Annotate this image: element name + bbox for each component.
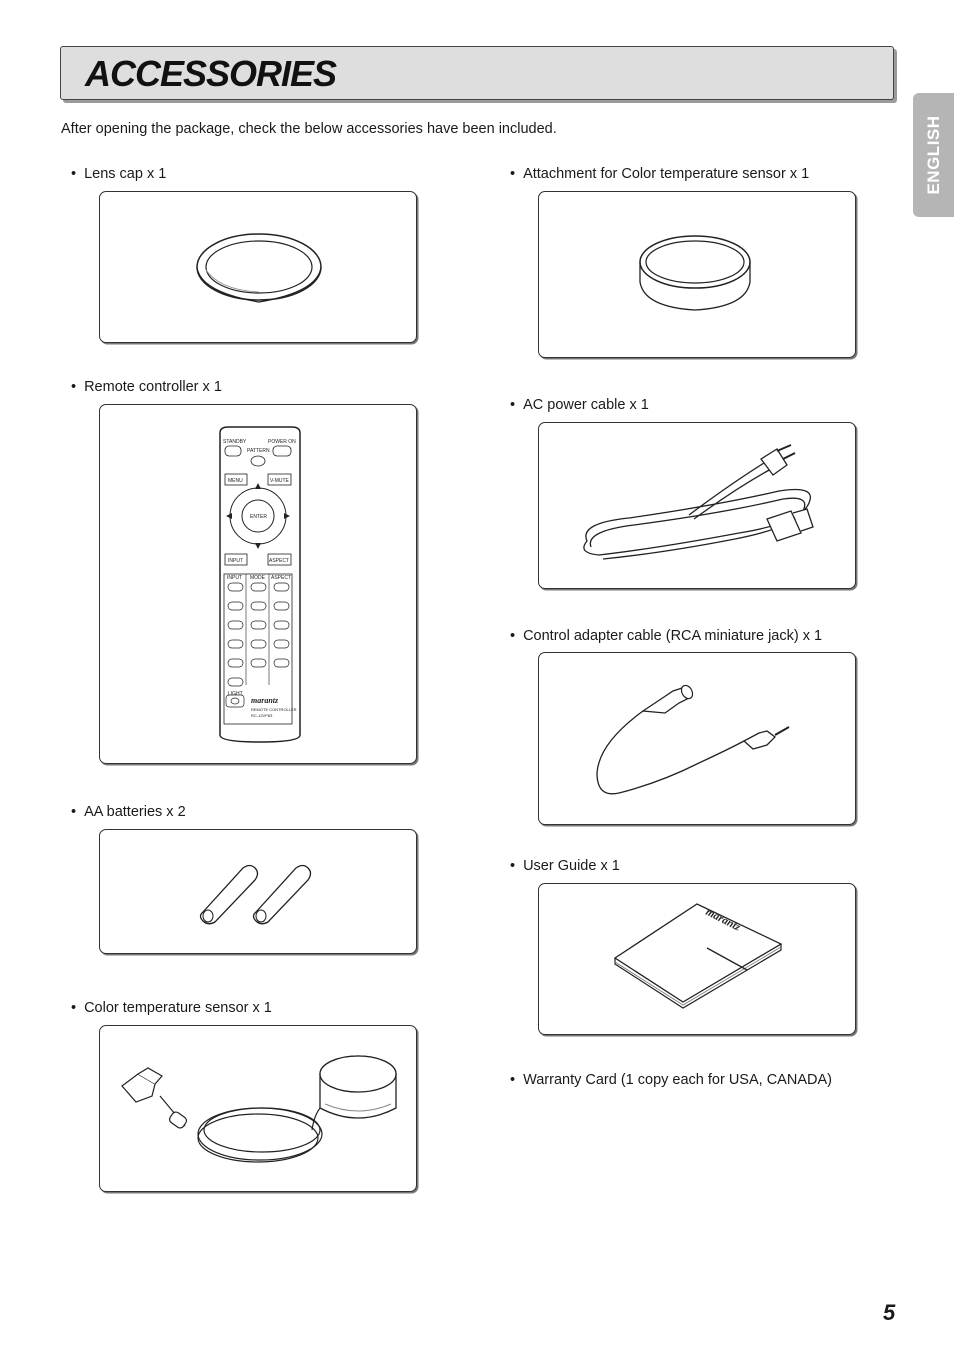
- item-lens-cap: • Lens cap x 1: [71, 166, 167, 182]
- batteries-illustration: [99, 829, 417, 954]
- remote-model-line1: REMOTE CONTROLLER: [251, 707, 297, 712]
- remote-input-label: INPUT: [228, 558, 243, 564]
- language-tab-label: ENGLISH: [923, 115, 943, 195]
- item-user-guide-label: User Guide x 1: [523, 858, 620, 874]
- user-guide-illustration: [538, 883, 856, 1035]
- remote-standby-label: STANDBY: [223, 439, 247, 445]
- page-title: ACCESSORIES: [85, 53, 337, 94]
- item-remote: • Remote controller x 1: [71, 379, 222, 395]
- remote-col-mode: MODE: [250, 575, 265, 581]
- user-guide-icon: [539, 884, 855, 1034]
- item-batteries-label: AA batteries x 2: [84, 804, 186, 820]
- remote-power-on-label: POWER ON: [268, 439, 296, 445]
- item-batteries: • AA batteries x 2: [71, 804, 186, 820]
- remote-vmute-label: V-MUTE: [270, 478, 289, 484]
- item-control-cable-label: Control adapter cable (RCA miniature jack) x 1: [523, 628, 823, 644]
- item-sensor-attachment: • Attachment for Color temperature sensor x 1: [510, 166, 810, 182]
- item-warranty: • Warranty Card (1 copy each for USA, CANADA): [510, 1072, 832, 1088]
- battery-icon: [100, 830, 416, 953]
- page-number: 5: [883, 1300, 896, 1325]
- item-color-sensor: • Color temperature sensor x 1: [71, 1000, 272, 1016]
- attachment-ring-icon: [539, 192, 855, 357]
- remote-illustration: [99, 404, 417, 764]
- language-tab: [913, 93, 954, 217]
- remote-aspect-label: ASPECT: [269, 558, 290, 564]
- remote-controller-icon: [100, 405, 416, 763]
- header-bar: [60, 46, 894, 100]
- intro-text: After opening the package, check the below accessories have been included.: [61, 121, 557, 137]
- item-control-cable: • Control adapter cable (RCA miniature jack) x 1: [510, 628, 823, 644]
- remote-enter-label: ENTER: [250, 514, 267, 520]
- remote-light-label: LIGHT: [228, 691, 243, 697]
- sensor-attachment-illustration: [538, 191, 856, 358]
- power-cable-icon: [539, 423, 855, 588]
- item-remote-label: Remote controller x 1: [84, 379, 222, 395]
- item-lens-cap-label: Lens cap x 1: [84, 166, 167, 182]
- user-guide-brand: marantz: [703, 905, 743, 934]
- control-cable-illustration: [538, 652, 856, 825]
- item-color-sensor-label: Color temperature sensor x 1: [84, 1000, 272, 1016]
- remote-pattern-label: PATTERN: [247, 448, 270, 454]
- color-sensor-icon: [100, 1026, 416, 1191]
- color-sensor-illustration: [99, 1025, 417, 1192]
- item-warranty-label: Warranty Card (1 copy each for USA, CANADA): [523, 1072, 832, 1088]
- rca-cable-icon: [539, 653, 855, 824]
- item-sensor-attachment-label: Attachment for Color temperature sensor x 1: [523, 166, 810, 182]
- remote-model-line2: RC-12VP83: [251, 713, 273, 718]
- remote-brand: marantz: [251, 696, 279, 705]
- item-ac-cable-label: AC power cable x 1: [523, 397, 649, 413]
- lens-cap-illustration: [99, 191, 417, 343]
- remote-col-input: INPUT: [227, 575, 242, 581]
- ac-cable-illustration: [538, 422, 856, 589]
- item-user-guide: • User Guide x 1: [510, 858, 620, 874]
- item-ac-cable: • AC power cable x 1: [510, 397, 649, 413]
- lens-cap-icon: [100, 192, 416, 342]
- remote-menu-label: MENU: [228, 478, 243, 484]
- remote-col-aspect: ASPECT: [271, 575, 292, 581]
